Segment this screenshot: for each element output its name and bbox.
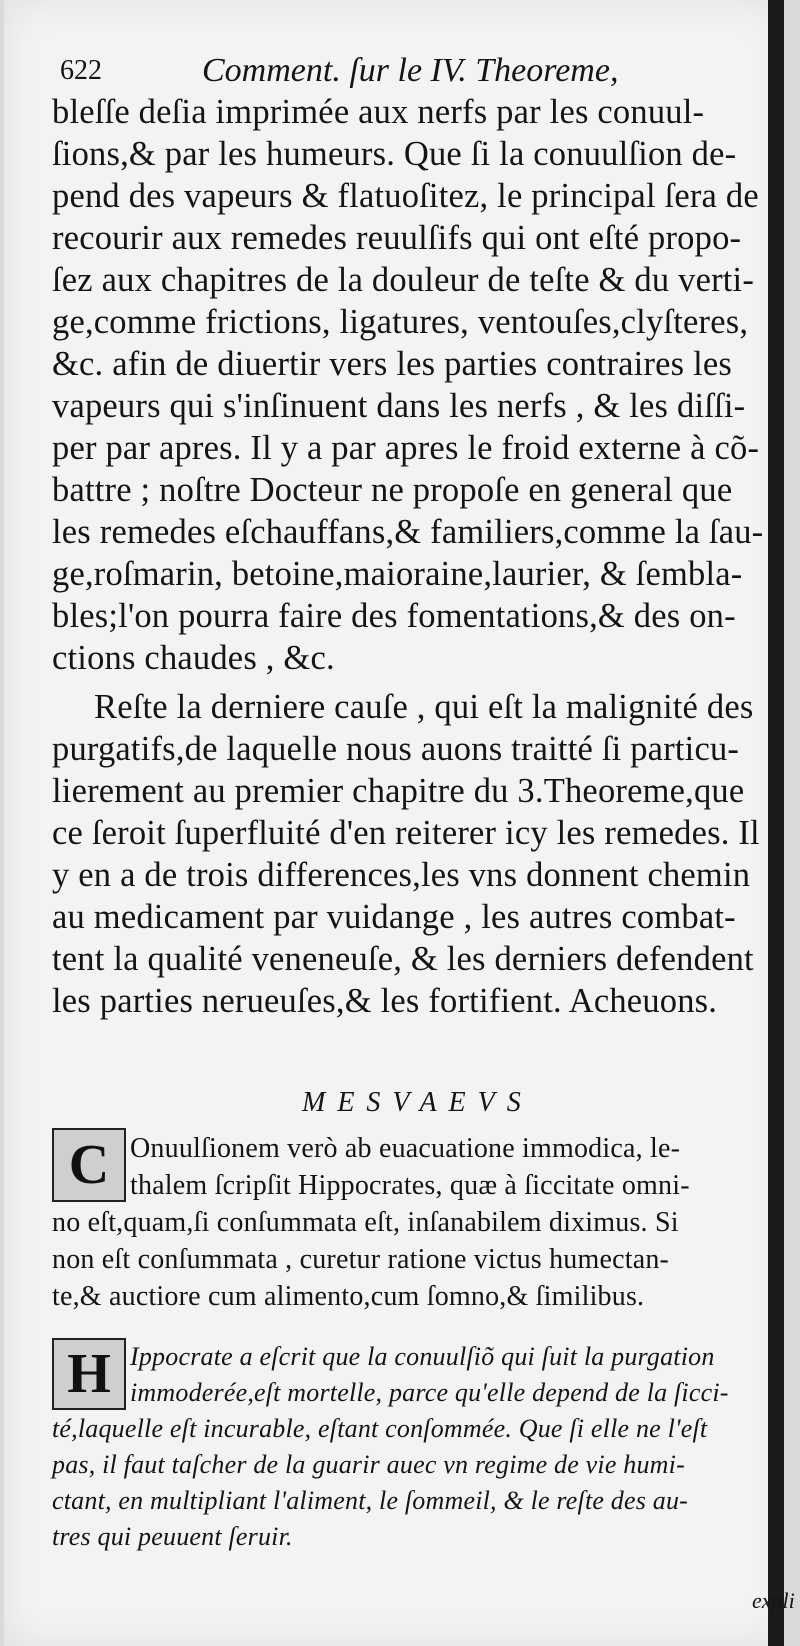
text-line: té,laquelle eſt incurable, eſtant conſommée. Que ſi elle ne l'eſt [52,1414,708,1443]
text-line: ſez aux chapitres de la douleur de teſte & du verti- [52,261,755,299]
text-line: no eſt,quam,ſi conſummata eſt, inſanabilem diximus. Si [52,1207,679,1238]
text-line: bleſſe deſia imprimée aux nerfs par les conuul- [52,93,705,131]
text-line: ge,comme frictions, ligatures, ventouſes,clyſteres, [52,303,749,341]
book-page [4,0,795,1646]
text-line: thalem ſcripſit Hippocrates, quæ à ſiccitate omni- [130,1170,690,1201]
text-line: ſions,& par les humeurs. Que ſi la conuulſion de- [52,135,737,173]
text-line: non eſt conſummata , curetur ratione victus humectan- [52,1244,670,1275]
drop-cap-h [52,1338,126,1410]
text-line: Onuulſionem verò ab euacuatione immodica, le- [130,1133,681,1164]
text-line: vapeurs qui s'inſinuent dans les nerfs , & les diſſi- [52,387,746,425]
running-head: Comment. ſur le IV. Theoreme, [202,52,619,89]
page-edge-shadow [768,0,784,1646]
text-line: y en a de trois differences,les vns donnent chemin [52,856,751,894]
text-line: bles;l'on pourra faire des fomentations,& des on- [52,597,736,635]
text-line: les remedes eſchauffans,& familiers,comme la ſau- [52,513,764,551]
text-line: recourir aux remedes reuulſifs qui ont eſté propo- [52,219,742,257]
text-line: ctions chaudes , &c. [52,639,335,677]
text-line: au medicament par vuidange , les autres combat- [52,898,736,936]
section-title: MESVAEVS [302,1087,533,1118]
text-line: lierement au premier chapitre du 3.Theoreme,que [52,772,745,810]
catchword: expli [752,1588,795,1613]
text-line: tres qui peuuent ſeruir. [52,1522,293,1551]
text-line: battre ; noſtre Docteur ne propoſe en general que [52,471,733,509]
text-line: tent la qualité veneneuſe, & les derniers defendent [52,940,754,978]
text-line: purgatifs,de laquelle nous auons traitté ſi particu- [52,730,740,768]
text-line: immoderée,eſt mortelle, parce qu'elle depend de la ſicci- [130,1378,729,1407]
text-line: pas, il faut taſcher de la guarir auec vn regime de vie humi- [52,1450,685,1479]
text-line: ce ſeroit ſuperfluité d'en reiterer icy les remedes. Il [52,814,760,852]
text-line: te,& auctiore cum alimento,cum ſomno,& ſimilibus. [52,1281,645,1312]
drop-cap-c [52,1128,126,1202]
text-line: per par apres. Il y a par apres le froid externe à cõ- [52,429,760,467]
text-line: ctant, en multipliant l'aliment, le ſommeil, & le reſte des au- [52,1486,689,1515]
text-line: les parties nerueuſes,& les fortifient. Acheuons. [52,982,718,1020]
text-line: Ippocrate a eſcrit que la conuulſiõ qui ſuit la purgation [130,1342,715,1371]
drop-cap-letter: C [68,1134,110,1196]
text-line: ge,roſmarin, betoine,maioraine,laurier, & ſembla- [52,555,743,593]
text-line: Reſte la derniere cauſe , qui eſt la malignité des [94,688,754,726]
page-number: 622 [60,55,102,86]
text-line: pend des vapeurs & flatuoſitez, le principal ſera de [52,177,759,215]
drop-cap-letter: H [67,1343,111,1405]
text-line: &c. afin de diuertir vers les parties contraires les [52,345,733,383]
